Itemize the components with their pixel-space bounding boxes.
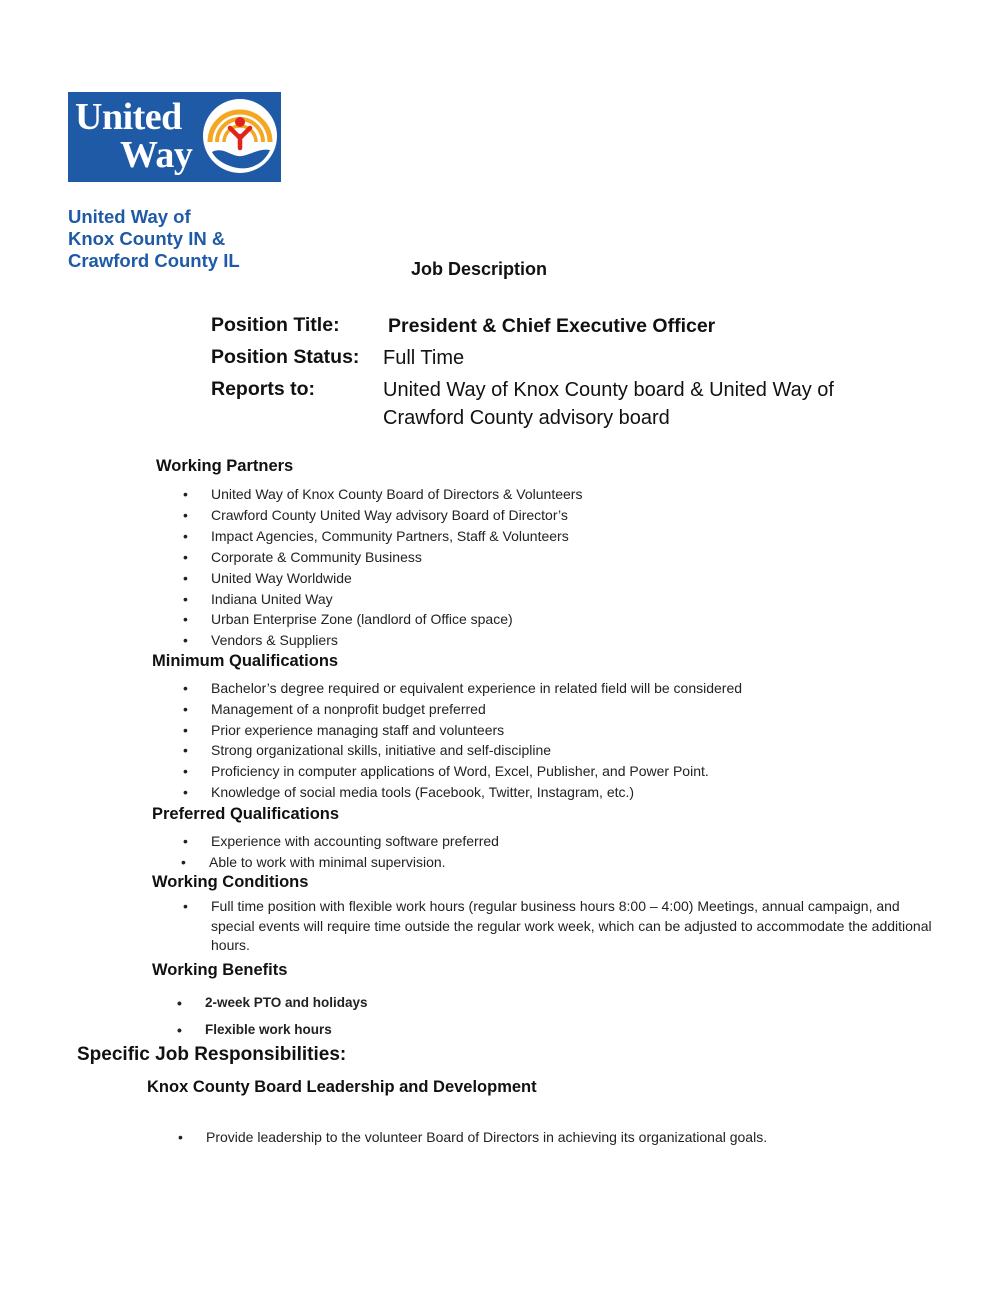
list-item: • Prior experience managing staff and volunteers [183,721,505,738]
list-item: • United Way of Knox County Board of Directors & Volunteers [183,486,583,502]
working-partners-heading: Working Partners [156,457,294,475]
list-item: • Full time position with flexible work hours (regular business hours 8:00 – 4:00) Meetings, annual campaign, and special events will require time outside the regular work week, which can be adjusted to accommodate the additional hours. [183,898,932,953]
list-item: • 2-week PTO and holidays [177,995,368,1011]
list-item: • Indiana United Way [183,590,333,607]
working-conditions-heading: Working Conditions [152,873,309,891]
org-name-line: Knox County IN & [68,228,226,249]
list-item: • Crawford County United Way advisory Board of Director’s [183,506,568,523]
list-item: • United Way Worldwide [183,569,352,586]
preferred-qualifications-list [181,831,499,872]
working-conditions-list [183,897,933,956]
list-item: • Provide leadership to the volunteer Board of Directors in achieving its organizational goals. [178,1129,768,1145]
list-item: • Vendors & Suppliers [183,632,338,649]
logo-word-way: Way [120,134,193,176]
reports-to-label: Reports to: [211,378,315,400]
organization-name [68,206,308,272]
reports-to-value-line-1: United Way of Knox County board & United Way of [383,379,834,401]
position-status-value: Full Time [383,347,465,369]
knox-board-leadership-subheading: Knox County Board Leadership and Development [147,1078,537,1096]
list-item: • Proficiency in computer applications of Word, Excel, Publisher, and Power Point. [183,763,709,780]
document-title: Job Description [411,259,548,279]
list-item: • Strong organizational skills, initiative and self-discipline [183,742,552,759]
list-item: • Corporate & Community Business [183,548,422,565]
list-item: • Bachelor’s degree required or equivalent experience in related field will be considered [183,680,743,696]
hand-rainbow-emblem-icon [202,98,278,178]
minimum-qualifications-list [183,678,743,803]
preferred-qualifications-heading: Preferred Qualifications [152,805,340,823]
list-item: • Able to work with minimal supervision. [181,853,446,870]
responsibilities-list [178,1127,768,1147]
working-partners-list [183,484,583,651]
minimum-qualifications-heading: Minimum Qualifications [152,652,339,670]
org-name-line: United Way of [68,206,191,227]
united-way-logo [68,92,281,182]
list-item: • Experience with accounting software preferred [183,833,499,849]
list-item: • Flexible work hours [177,1021,332,1038]
position-status-label: Position Status: [211,346,360,368]
specific-responsibilities-heading: Specific Job Responsibilities: [77,1044,347,1065]
position-title-label: Position Title: [211,314,340,336]
logo-word-united: United [75,96,182,138]
list-item: • Management of a nonprofit budget preferred [183,700,486,717]
list-item: • Impact Agencies, Community Partners, Staff & Volunteers [183,527,569,544]
list-item: • Urban Enterprise Zone (landlord of Office space) [183,611,513,628]
org-name-line: Crawford County IL [68,250,240,271]
working-benefits-heading: Working Benefits [152,961,288,979]
working-benefits-list [177,990,368,1043]
position-title-value: President & Chief Executive Officer [388,315,716,337]
reports-to-value-line-2: Crawford County advisory board [383,407,670,429]
list-item: • Knowledge of social media tools (Facebook, Twitter, Instagram, etc.) [183,783,635,800]
